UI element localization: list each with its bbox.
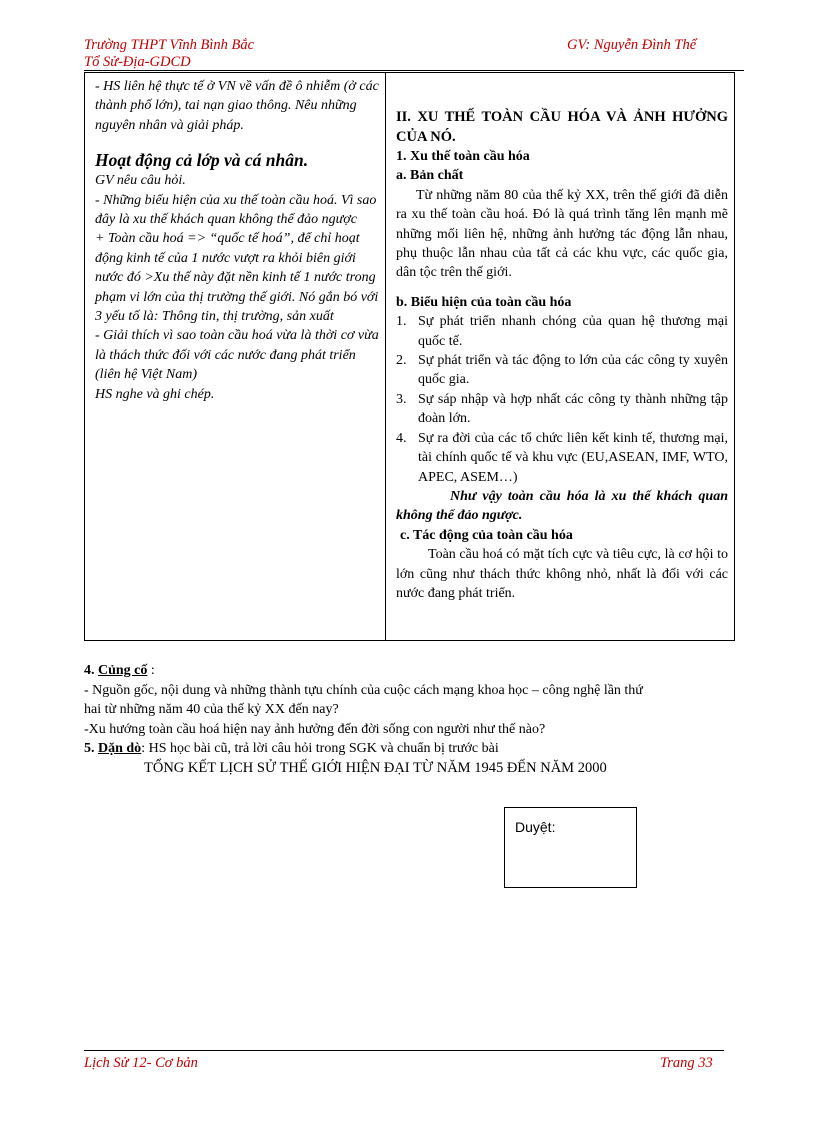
footer-page-number: Trang 33 (660, 1055, 713, 1071)
left-intro: - HS liên hệ thực tế ở VN về vấn đề ô nhiễm (ở các thành phố lớn), tai nạn giao thông. Nêu những nguyên nhân và giải pháp. (95, 79, 379, 133)
consolidation-question: -Xu hướng toàn cầu hoá hiện nay ảnh hưởng đến đời sống con người như thế nào? (84, 721, 546, 737)
header-school: Trường THPT Vĩnh Bình Bắc (84, 37, 255, 53)
lesson-table (84, 72, 735, 641)
next-lesson-title: TỔNG KẾT LỊCH SỬ THẾ GIỚI HIỆN ĐẠI TỪ NĂM 1945 ĐẾN NĂM 2000 (144, 759, 607, 776)
subsection-1-title: 1. Xu thế toàn cầu hóa (396, 149, 530, 164)
conclusion-text: Như vậy toàn cầu hóa là xu thế khách quan không thể đảo ngược. (396, 488, 728, 524)
header-teacher: GV: Nguyễn Đình Thể (567, 37, 697, 53)
subsection-c-title: c. Tác động của toàn cầu hóa (400, 527, 573, 543)
approval-label: Duyệt: (515, 819, 556, 835)
list-item: 2. Sự phát triển và tác động to lớn của các công ty xuyên quốc gia. (396, 353, 728, 388)
manifestation-list (396, 312, 728, 487)
left-line: HS nghe và ghi chép. (95, 386, 215, 402)
left-line: - Giải thích vì sao toàn cầu hoá vừa là thời cơ vừa là thách thức đối với các nước đang phát triển (liên hệ Việt Nam) (95, 328, 379, 383)
nature-text: Từ những năm 80 của thế kỷ XX, trên thế giới đã diễn ra xu thế toàn cầu hoá. Đó là quá trình tăng lên mạnh mẽ những mối liên hệ, những ảnh hưởng tác động lẫn nhau, phụ thuộc lẫn nhau của tất cả các khu vực, các quốc gia, dân tộc trên thế giới. (396, 187, 728, 281)
homework-line: 5. Dặn dò: HS học bài cũ, trả lời câu hỏi trong SGK và chuẩn bị trước bài (84, 741, 499, 757)
left-line: - Những biểu hiện của xu thế toàn cầu hoá. Vì sao đây là xu thế khách quan không thể đảo ngược (95, 192, 377, 228)
footer-divider (84, 1050, 724, 1051)
impact-text: Toàn cầu hoá có mặt tích cực và tiêu cực, là cơ hội to lớn cũng như thách thức không nhỏ, nhất là đối với các nước đang phát triển. (396, 547, 728, 601)
left-line: GV nêu câu hỏi. (95, 173, 186, 189)
header-department: Tổ Sử-Địa-GDCD (84, 54, 191, 70)
list-item: 4. Sự ra đời của các tổ chức liên kết kinh tế, thương mại, tài chính quốc tế và khu vực (EU,ASEAN, IMF, WTO, APEC, ASEM…) (396, 430, 728, 485)
footer-subject: Lịch Sử 12- Cơ bản (84, 1055, 198, 1071)
list-item: 1. Sự phát triển nhanh chóng của quan hệ thương mại quốc tế. (396, 314, 728, 349)
lesson-closing (84, 661, 644, 779)
content-column (386, 73, 735, 641)
consolidation-question: - Nguồn gốc, nội dung và những thành tựu chính của cuộc cách mạng khoa học – công nghệ lần thứ hai từ những năm 40 của thế kỷ XX đến nay? (84, 682, 643, 718)
subsection-b-title: b. Biểu hiện của toàn cầu hóa (396, 294, 572, 310)
subsection-a-title: a. Bản chất (396, 168, 464, 184)
header-divider (84, 70, 744, 71)
approval-box (504, 807, 637, 888)
activities-column (85, 73, 386, 641)
consolidation-heading: 4. Củng cố : (84, 663, 155, 678)
list-item: 3. Sự sáp nhập và hợp nhất các công ty thành những tập đoàn lớn. (396, 391, 728, 427)
left-line: + Toàn cầu hoá => “quốc tế hoá”, để chỉ hoạt động kinh tế của 1 nước vượt ra khỏi biên giới nước đó >Xu thế này đặt nền kinh tế 1 nước trong phạm vi lớn của thị trường thế giới. Nó gắn bó với 3 yếu tố là: Thông tin, thị trường, sản xuất (95, 231, 379, 325)
activity-title: Hoạt động cả lớp và cá nhân. (95, 150, 309, 171)
section-title: II. XU THẾ TOÀN CẦU HÓA VÀ ẢNH HƯỞNG CỦA NÓ. (396, 109, 728, 145)
